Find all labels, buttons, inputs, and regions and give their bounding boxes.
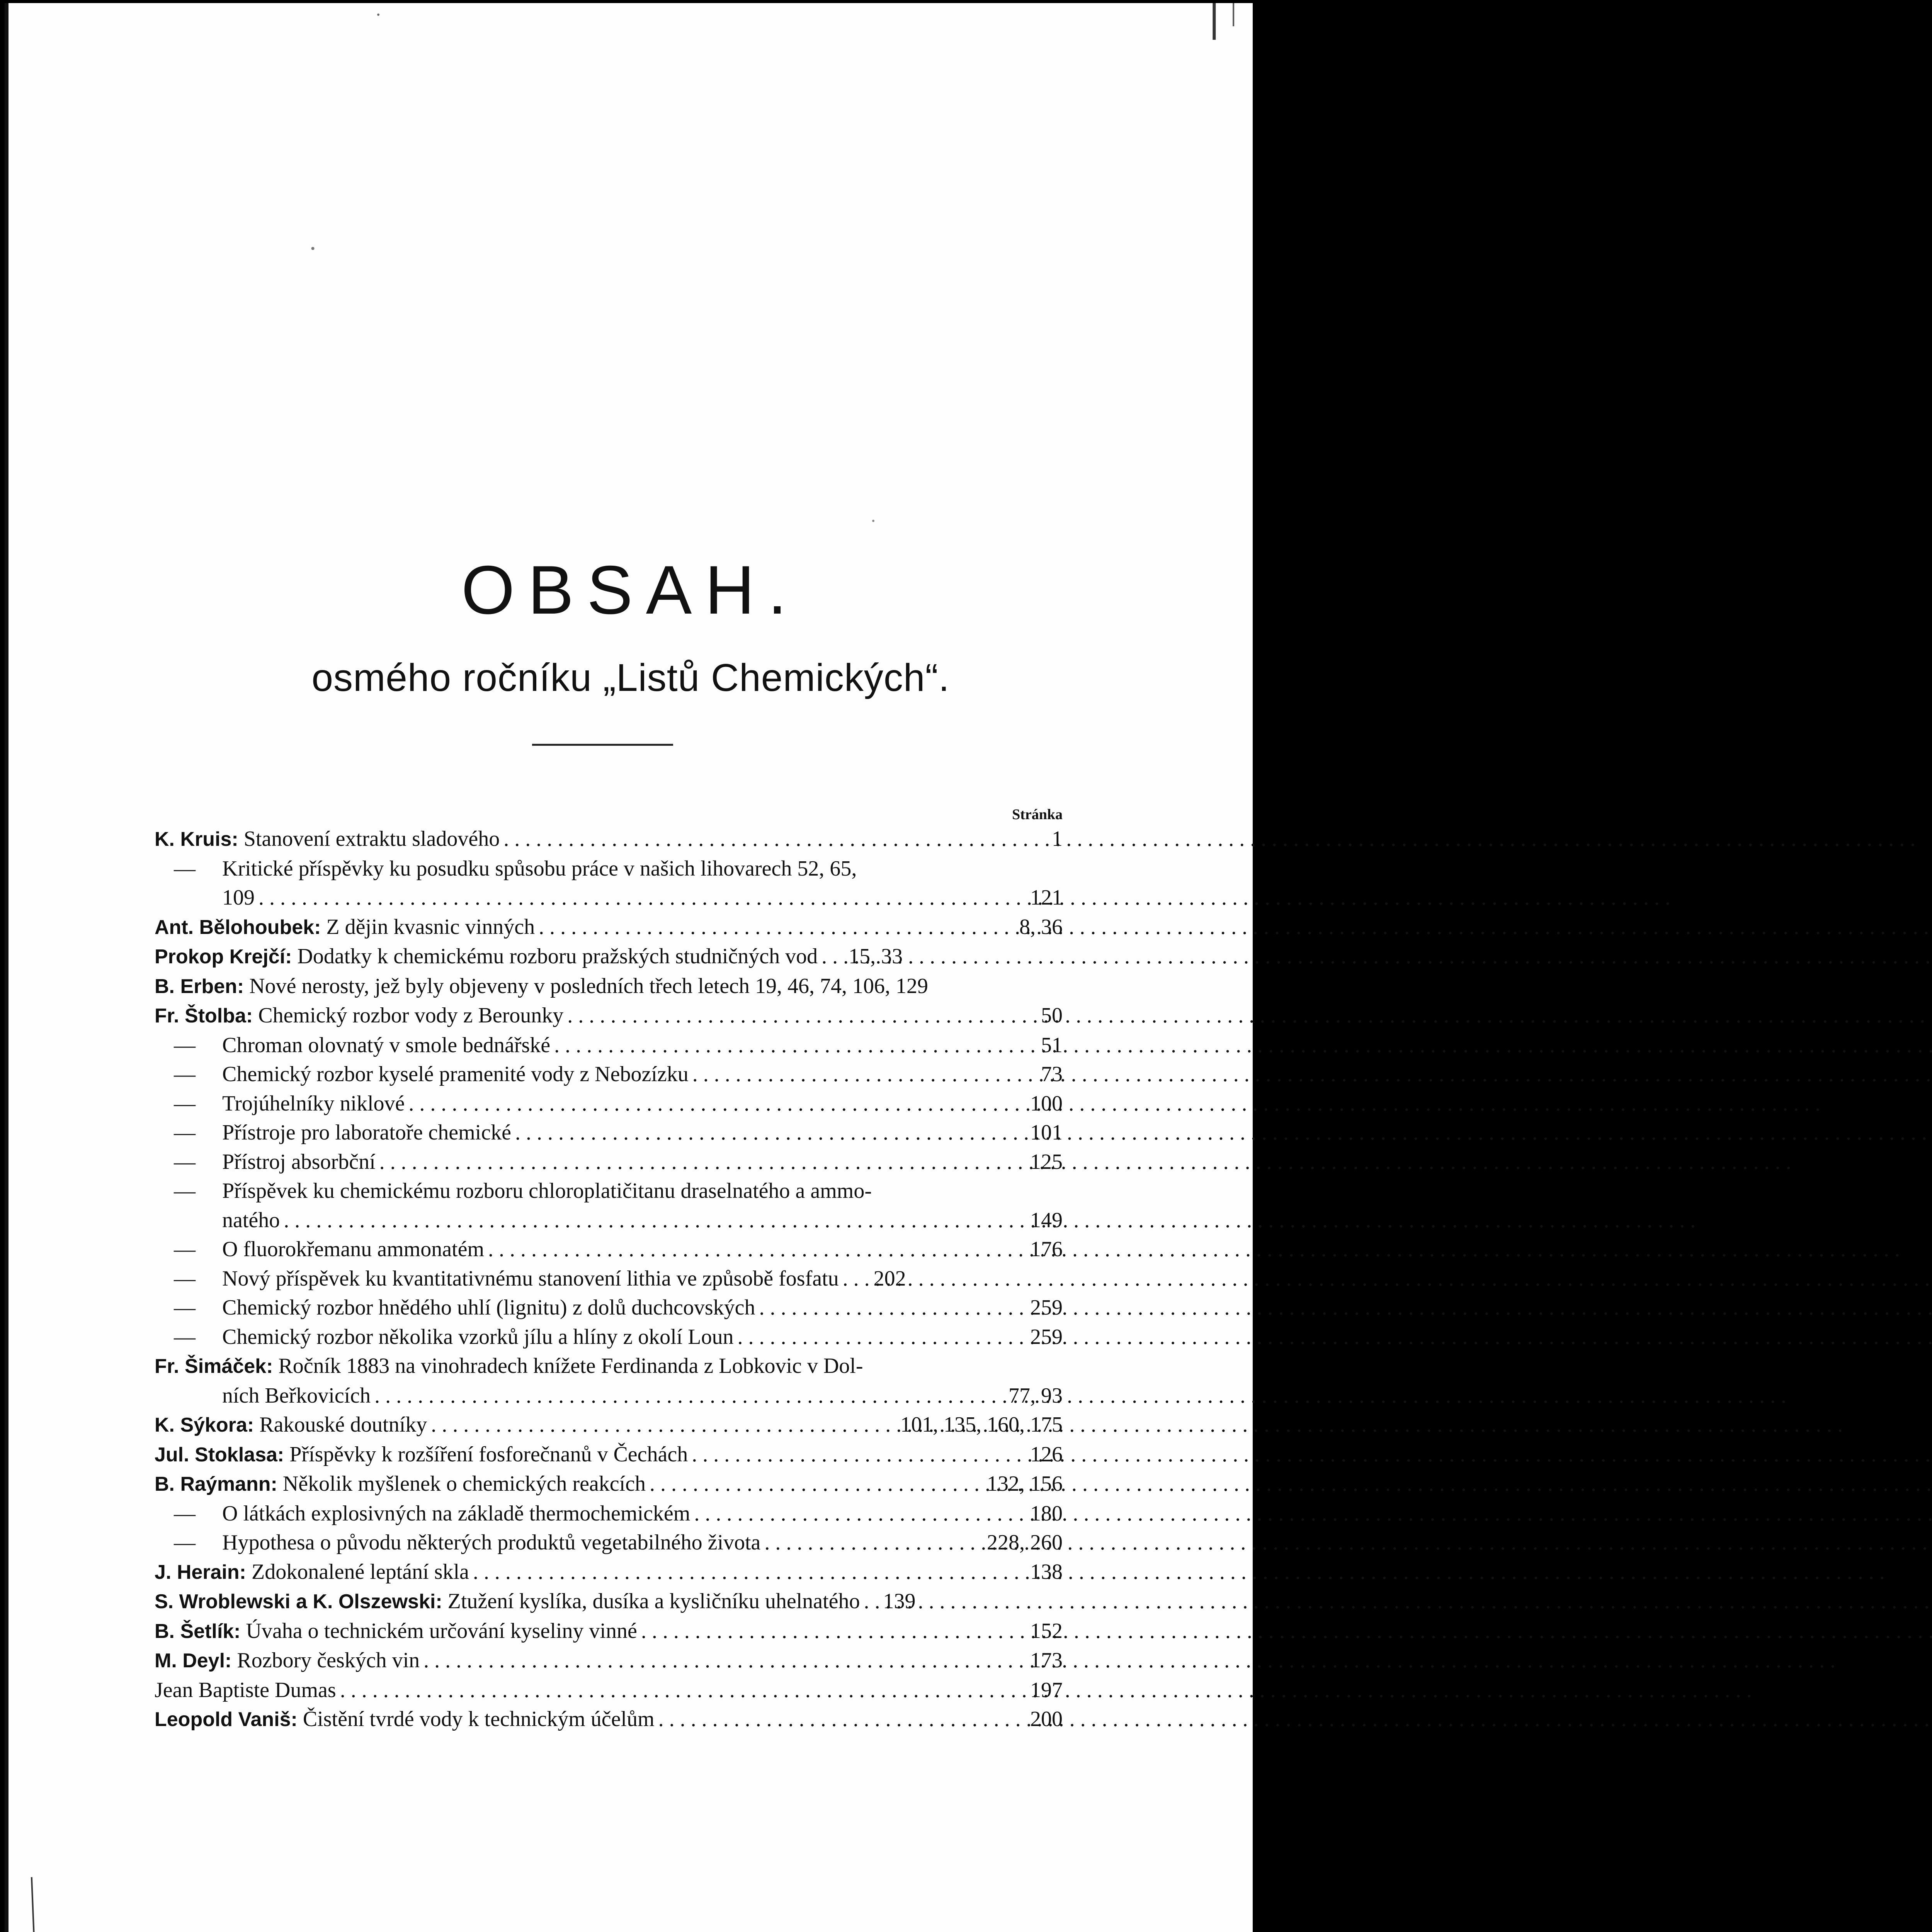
toc-entry: [155, 972, 1063, 1002]
toc-entry: [155, 1235, 1063, 1264]
entry-author: S. Wroblewski a K. Olszewski:: [155, 1590, 442, 1613]
toc-entry: [155, 942, 1063, 972]
toc-entry: [155, 854, 1063, 913]
toc-entry: [155, 913, 1063, 942]
entry-pages: 259: [1030, 1325, 1063, 1349]
entry-title: Chroman olovnatý v smole bednářské: [222, 1033, 551, 1057]
toc-entry: [155, 825, 1063, 854]
entry-title: Hypothesa o původu některých produktů vegetabilného života: [222, 1531, 761, 1554]
dash-mark: —: [174, 1121, 196, 1145]
entry-title: Příspěvky k rozšíření fosforečnanů v Čechách: [289, 1442, 688, 1466]
leader-dots: [818, 942, 849, 971]
leader-dots: [760, 1528, 987, 1558]
header: [9, 551, 1253, 699]
leader-dots: [637, 1617, 1030, 1646]
leader-dots: [655, 1705, 1030, 1734]
entry-title: Ztužení kyslíka, dusíka a kysličníku uhelnatého: [447, 1589, 860, 1613]
entry-title: Přístroje pro laboratoře chemické: [222, 1121, 511, 1145]
entry-title: Dodatky k chemickému rozboru pražských studničných vod: [297, 944, 818, 968]
entry-author: K. Sýkora:: [155, 1414, 254, 1436]
entry-pages: 202: [873, 1266, 906, 1291]
dash-mark: —: [174, 1062, 196, 1086]
leader-dots: [734, 1323, 1031, 1352]
table-of-contents: [155, 803, 1063, 1735]
leader-dots: [427, 1410, 900, 1440]
entry-title: Rakouské doutníky: [259, 1413, 427, 1437]
entry-pages: 180: [1030, 1501, 1063, 1526]
entry-pages: 176: [1030, 1237, 1063, 1261]
dash-mark: —: [174, 1237, 196, 1261]
leader-dots: [484, 1235, 1030, 1264]
entry-title: Přístroj absorbční: [222, 1150, 376, 1174]
toc-entry: [155, 1118, 1063, 1148]
toc-entry: [155, 1177, 1063, 1235]
entry-author: Jul. Stoklasa:: [155, 1443, 284, 1466]
dash-mark: —: [174, 1325, 196, 1349]
entry-pages: 259: [1030, 1296, 1063, 1320]
entry-pages: 50: [1041, 1003, 1063, 1027]
leader-dots: [376, 1148, 1030, 1177]
toc-entry: [155, 1264, 1063, 1294]
dash-mark: —: [174, 1266, 196, 1291]
page-title: OBSAH.: [461, 551, 800, 628]
entry-title: Stanovení extraktu sladového: [243, 827, 500, 851]
entry-pages: 228, 260: [987, 1531, 1063, 1554]
entry-title: O fluorokřemanu ammonatém: [222, 1237, 485, 1261]
entry-author: M. Deyl:: [155, 1650, 232, 1672]
entry-title-continued: ních Beřkovicích: [222, 1383, 371, 1408]
entry-author: K. Kruis:: [155, 828, 238, 850]
entry-title-continued: 109: [222, 886, 255, 910]
entry-title: Kritické příspěvky ku posudku spůsobu práce v našich lihovarech 52, 65,: [222, 856, 857, 881]
entry-title: Chemický rozbor vody z Berounky: [258, 1003, 564, 1027]
leader-dots: [511, 1118, 1030, 1148]
entry-title-continued: natého: [222, 1208, 280, 1232]
entry-pages: 100: [1030, 1091, 1063, 1116]
entry-title: Jean Baptiste Dumas: [155, 1678, 336, 1702]
leader-dots: [371, 1381, 1009, 1411]
entry-title: Čistění tvrdé vody k technickým účelům: [303, 1707, 655, 1731]
entry-pages: 200: [1030, 1707, 1063, 1731]
dash-mark: —: [174, 1531, 196, 1554]
document-page: [5, 3, 1253, 1932]
leader-dots: [420, 1646, 1030, 1675]
dash-mark: —: [174, 856, 196, 881]
leader-dots: [469, 1558, 1030, 1587]
leader-dots: [839, 1264, 874, 1294]
toc-entry: [155, 1089, 1063, 1119]
entry-author: J. Herain:: [155, 1561, 246, 1583]
entry-title: Z dějin kvasnic vinných: [326, 915, 535, 939]
entry-pages: 197: [1030, 1678, 1063, 1702]
dash-mark: —: [174, 1501, 196, 1526]
entry-pages: 138: [1030, 1560, 1063, 1584]
toc-entry: [155, 1676, 1063, 1705]
entry-pages: 139: [883, 1589, 916, 1613]
entry-author: Fr. Štolba:: [155, 1005, 253, 1027]
toc-entry: [155, 1352, 1063, 1410]
page-subtitle: osmého ročníku „Listů Chemických“.: [311, 656, 950, 699]
toc-entry: [155, 1587, 1063, 1617]
toc-entry: [155, 1528, 1063, 1558]
title-divider: [532, 744, 673, 746]
entry-title: Rozbory českých vin: [237, 1648, 420, 1672]
toc-entry: [155, 1617, 1063, 1646]
entry-title: O látkách explosivných na základě thermochemickém: [222, 1501, 690, 1526]
toc-entry: [155, 1469, 1063, 1499]
entry-pages: 125: [1030, 1150, 1063, 1174]
toc-entry: [155, 1410, 1063, 1440]
entry-title: Zdokonalené leptání skla: [251, 1560, 469, 1584]
entry-author: B. Raýmann:: [155, 1473, 277, 1495]
entry-author: B. Erben:: [155, 975, 244, 998]
entry-pages: 15, 33: [849, 944, 903, 968]
toc-entry: [155, 1705, 1063, 1735]
entry-pages: 126: [1030, 1442, 1063, 1466]
entry-author: Prokop Krejčí:: [155, 946, 292, 968]
entry-title: Chemický rozbor kyselé pramenité vody z Nebozízku: [222, 1062, 689, 1086]
dash-mark: —: [174, 1033, 196, 1057]
entry-pages: 8, 36: [1019, 915, 1063, 939]
entry-title: Ročník 1883 na vinohradech knížete Ferdinanda z Lobkovic v Dol-: [278, 1354, 863, 1378]
entry-pages: 73: [1041, 1062, 1063, 1086]
dash-mark: —: [174, 1150, 196, 1174]
leader-dots: [405, 1089, 1030, 1119]
entry-title: Chemický rozbor hnědého uhlí (lignitu) z dolů duchcovských: [222, 1296, 755, 1320]
entry-author: Leopold Vaniš:: [155, 1708, 298, 1731]
dash-mark: —: [174, 1296, 196, 1320]
leader-dots: [755, 1293, 1030, 1323]
entry-pages: 101, 135, 160, 175: [900, 1413, 1063, 1437]
entry-pages: 1: [1052, 827, 1063, 851]
dash-mark: —: [174, 1091, 196, 1116]
leader-dots: [690, 1499, 1030, 1529]
entry-pages: 121: [1030, 886, 1063, 910]
toc-entry: [155, 1440, 1063, 1470]
leader-dots: [689, 1060, 1041, 1089]
leader-dots: [646, 1469, 987, 1499]
entry-title: Nový příspěvek ku kvantitativnému stanovení lithia ve způsobě fosfatu: [222, 1266, 839, 1291]
page-column-label: Stránka: [1012, 806, 1063, 823]
entry-author: Fr. Šimáček:: [155, 1355, 273, 1378]
toc-entry: [155, 1031, 1063, 1060]
entry-title: Úvaha o technickém určování kyseliny vinné: [246, 1619, 637, 1643]
leader-dots: [688, 1440, 1030, 1469]
entry-title: Příspěvek ku chemickému rozboru chloroplatičitanu draselnatého a ammo-: [222, 1179, 872, 1203]
toc-entry: [155, 1148, 1063, 1177]
entry-pages: 132, 156: [987, 1472, 1063, 1496]
leader-dots: [563, 1001, 1041, 1031]
leader-dots: [860, 1587, 883, 1616]
entry-pages: 149: [1030, 1208, 1063, 1232]
leader-dots: [255, 883, 1030, 913]
entry-title: Chemický rozbor několika vzorků jílu a hlíny z okolí Loun: [222, 1325, 734, 1349]
leader-dots: [280, 1206, 1030, 1235]
entry-pages: 152: [1030, 1619, 1063, 1643]
leader-dots: [535, 913, 1019, 942]
entry-title: Nové nerosty, jež byly objeveny v posledních třech letech 19, 46, 74, 106, 129: [249, 974, 928, 998]
toc-entry: [155, 1646, 1063, 1676]
dash-mark: —: [174, 1179, 196, 1203]
entry-title: Několik myšlenek o chemických reakcích: [282, 1472, 646, 1496]
entry-pages: 77, 93: [1009, 1383, 1063, 1408]
toc-entry: [155, 1001, 1063, 1031]
entry-pages: 101: [1030, 1121, 1063, 1145]
toc-entry: [155, 1323, 1063, 1352]
entry-pages: 173: [1030, 1648, 1063, 1672]
toc-entry: [155, 1499, 1063, 1529]
toc-entry: [155, 1293, 1063, 1323]
entry-title: Trojúhelníky niklové: [222, 1091, 405, 1116]
entry-author: B. Šetlík:: [155, 1620, 241, 1643]
leader-dots: [336, 1676, 1030, 1705]
toc-entry: [155, 1558, 1063, 1587]
entry-author: Ant. Bělohoubek:: [155, 916, 321, 939]
entry-pages: 51: [1041, 1033, 1063, 1057]
leader-dots: [550, 1031, 1041, 1060]
leader-dots: [500, 825, 1052, 854]
toc-entry: [155, 1060, 1063, 1089]
